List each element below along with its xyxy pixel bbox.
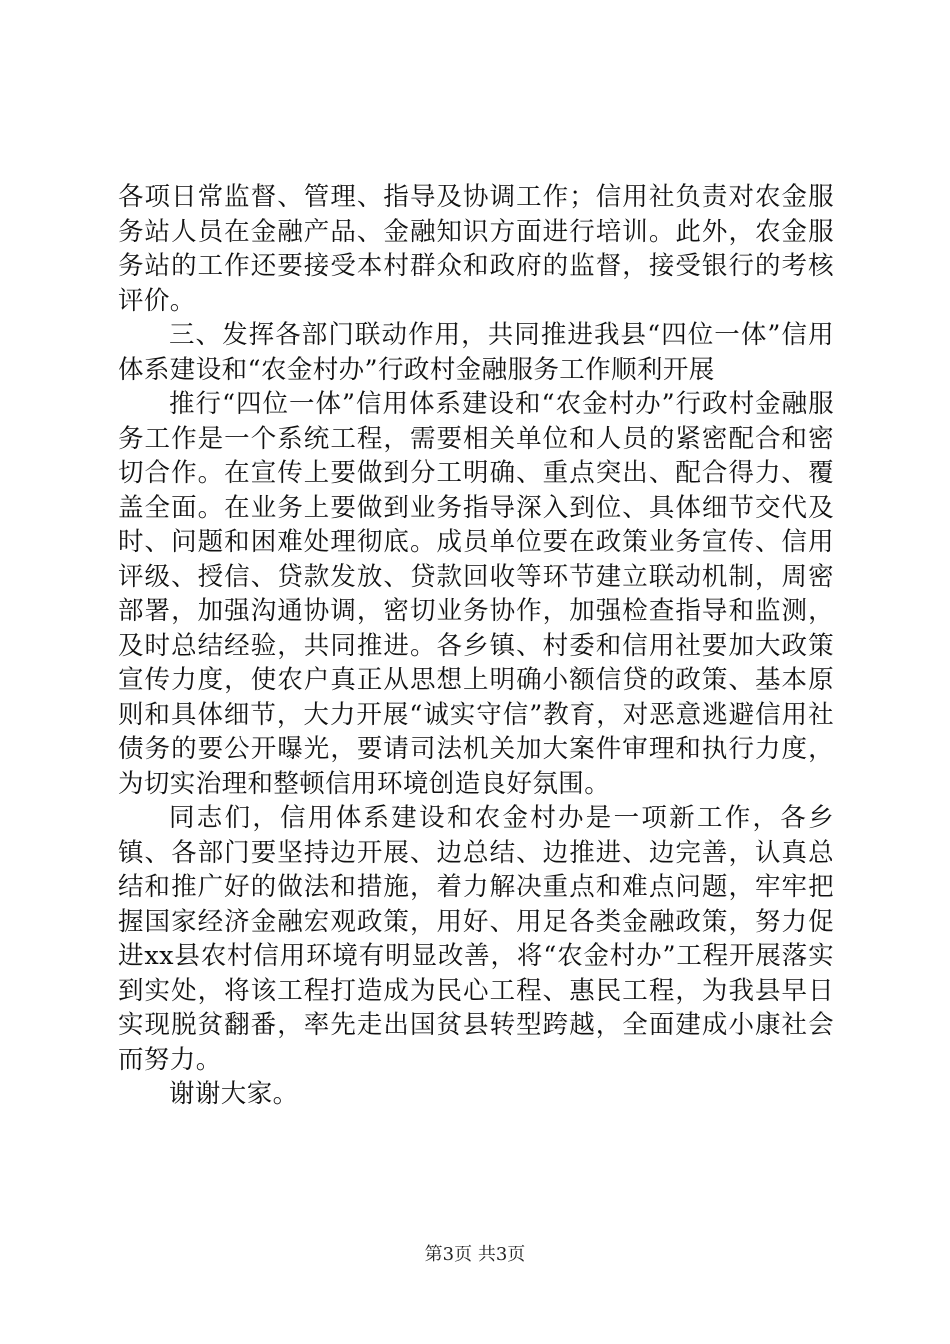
page-number-footer: 第3页 共3页 — [424, 1244, 526, 1265]
section-heading-three: 三、发挥各部门联动作用，共同推进我县“四位一体”信用体系建设和“农金村办”行政村金融服务工作顺利开展 — [118, 320, 834, 385]
paragraph-thanks: 谢谢大家。 — [169, 1079, 299, 1109]
paragraph-continuation: 各项日常监督、管理、指导及协调工作；信用社负责对农金服务站人员在金融产品、金融知识方面进行培训。此外，农金服务站的工作还要接受本村群众和政府的监督，接受银行的考核评价。 — [118, 182, 834, 316]
document-body — [118, 180, 834, 1112]
paragraph-closing-remarks: 同志们，信用体系建设和农金村办是一项新工作，各乡镇、各部门要坚持边开展、边总结、边推进、边完善，认真总结和推广好的做法和措施，着力解决重点和难点问题，牢牢把握国家经济金融宏观政策，用好、用足各类金融政策，努力促进xx县农村信用环境有明显改善，将“农金村办”工程开展落实到实处，将该工程打造成为民心工程、惠民工程，为我县早日实现脱贫翻番，率先走出国贫县转型跨越，全面建成小康社会而努力。 — [118, 803, 834, 1075]
paragraph-cooperation: 推行“四位一体”信用体系建设和“农金村办”行政村金融服务工作是一个系统工程，需要相关单位和人员的紧密配合和密切合作。在宣传上要做到分工明确、重点突出、配合得力、覆盖全面。在业务上要做到业务指导深入到位、具体细节交代及时、问题和困难处理彻底。成员单位要在政策业务宣传、信用评级、授信、贷款发放、贷款回收等环节建立联动机制，周密部署，加强沟通协调，密切业务协作，加强检查指导和监测，及时总结经验，共同推进。各乡镇、村委和信用社要加大政策宣传力度，使农户真正从思想上明确小额信贷的政策、基本原则和具体细节，大力开展“诚实守信”教育，对恶意逃避信用社债务的要公开曝光，要请司法机关加大案件审理和执行力度，为切实治理和整顿信用环境创造良好氛围。 — [118, 389, 834, 799]
